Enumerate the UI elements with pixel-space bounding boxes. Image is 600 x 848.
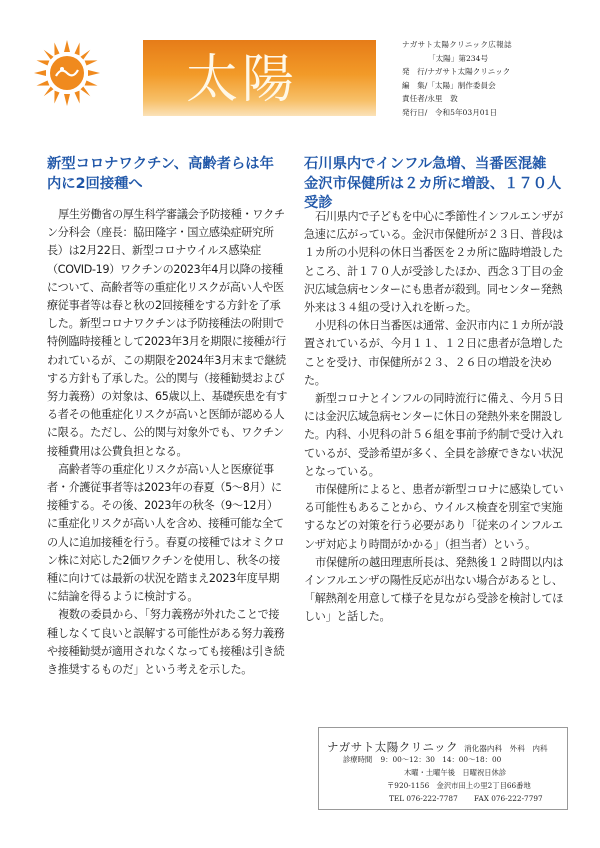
clinic-hours: 9：00〜12：30 14：00〜18：00 xyxy=(380,755,502,764)
paragraph: 市保健所の越田理恵所長は、発熱後１２時間以内はインフルエンザの陽性反応が出ない場合があるとし、「解熱剤を用意して様子を見ながら受診を検討してほしい」と話した。 xyxy=(304,555,564,624)
clinic-closed-days: 木曜・土曜午後 日曜祝日休診 xyxy=(404,768,507,777)
paragraph: 厚生労働省の厚生科学審議会予防接種・ワクチン分科会（座長：脇田隆字・国立感染症研究所長）は2月22日、新型コロナウイルス感染症（COVID-19）ワクチンの2023年4月以降の接種について、高齢者等の重症化リスクが高い人や医療従事者等は春と秋の2回接種をする方針を了承した。新型コロナワクチンは予防接種法の附則で特例臨時接種として2023年3月を期限に接種が行われているが、この期限を2024年3月末まで継続する方針も了承した。公的関与（接種勧奨および努力義務）の対象は、65歳以上、基礎疾患を有する者その他重症化リスクが高いと医師が認める人に限る。ただし、公的関与対象外でも、ワクチン接種費用は公費負担となる。 xyxy=(47,208,288,458)
publication-info xyxy=(402,38,592,120)
title-banner xyxy=(143,40,376,116)
clinic-info-box xyxy=(318,727,568,810)
paragraph: 複数の委員から、「努力義務が外れたことで接種しなくて良いと誤解する可能性がある努力義務や接種勧奨が適用されなくなっても接種は引き続き推奨するものだ」という考えを示した。 xyxy=(47,608,285,677)
paragraph: 小児科の休日当番医は通常、金沢市内に１カ所が設置されているが、今月１１、１２日に患者が急増したことを受け、市保健所が２３、２６日の増設を決めた。 xyxy=(304,319,564,387)
clinic-phone: TEL 076-222-7787 xyxy=(389,794,458,803)
editor: 編 集/「太陽」制作委員会 xyxy=(402,80,496,90)
clinic-fax: FAX 076-222-7797 xyxy=(474,794,543,803)
issue-number: 「太陽」第234号 xyxy=(428,53,489,63)
article-headline-vaccine: 新型コロナワクチン、高齢者らは年内に2回接種へ xyxy=(47,156,274,192)
paragraph: 石川県内で子どもを中心に季節性インフルエンザが急速に広がっている。金沢市保健所が２３日、普段は１カ所の小児科の休日当番医を２カ所に臨時増設したところ、計１７０人が受診したほか、西念３丁目の金沢広域急病センターにも患者が殺到。同センター発熱外来は３４組の受け入れを断った。 xyxy=(304,210,564,315)
article-body-influenza xyxy=(304,208,566,627)
publisher: 発 行/ナガサト太陽クリニック xyxy=(402,67,511,77)
hours-label: 診療時間 xyxy=(343,755,373,764)
clinic-name: ナガサト太陽クリニック xyxy=(327,740,459,754)
newsletter-title: 太陽 xyxy=(186,50,299,110)
article-body-vaccine xyxy=(47,206,288,679)
paragraph: 市保健所によると、患者が新型コロナに感染している可能性もあることから、ウイルス検査を別室で実施するなどの対策を行う必要があり「従来のインフルエンザ対応より時間がかかる」（担当者）という。 xyxy=(304,483,564,551)
publish-date: 発行日/ 令和5年03月01日 xyxy=(402,107,498,117)
clinic-address: 〒920-1156 金沢市田上の里2丁目66番地 xyxy=(387,781,531,790)
paragraph: 新型コロナとインフルの同時流行に備え、今月５日には金沢広域急病センターに休日の発熱外来を開設した。内科、小児科の計５６組を事前予約制で受け入れているが、受診希望が多く、全員を診療できない状況となっている。 xyxy=(304,392,564,478)
article-headline-influenza: 石川県内でインフル急増、当番医混雑 金沢市保健所は２カ所に増設、１７０人受診 xyxy=(304,156,562,211)
sun-logo-icon xyxy=(34,40,100,106)
paragraph: 高齢者等の重症化リスクが高い人と医療従事者・介護従事者等は2023年の春夏（5〜8月）に接種する。その後、2023年の秋冬（9〜12月）に重症化リスクが高い人を含め、接種可能な全ての人に追加接種を行う。春夏の接種ではオミクロン株に対応した2価ワクチンを使用し、秋冬の接種に向けては最新の状況を踏まえ2023年度早期に結論を得るように検討する。 xyxy=(47,462,285,604)
responsible-person: 責任者/永里 敦 xyxy=(402,94,458,104)
publication-name: ナガサト太陽クリニック広報誌 xyxy=(402,40,512,49)
clinic-departments: 消化器内科 外科 内科 xyxy=(464,744,548,753)
